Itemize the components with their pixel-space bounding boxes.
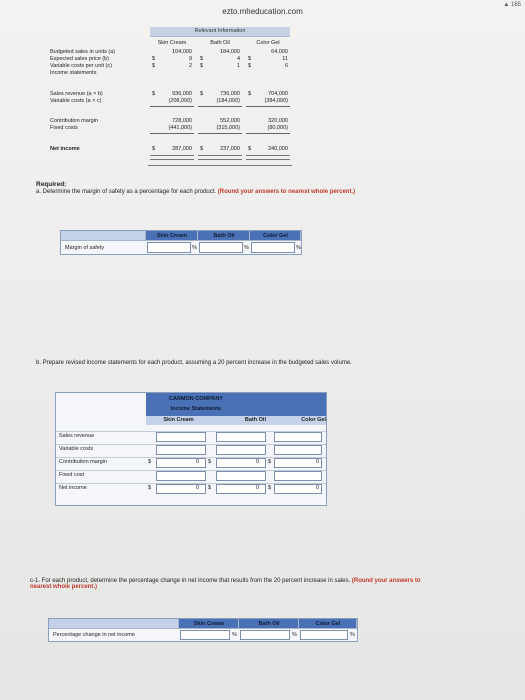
tableC-col-skin-cream: Skin Cream bbox=[193, 621, 225, 627]
income-row-label: Contribution margin bbox=[59, 459, 107, 465]
dollar-sign: $ bbox=[268, 459, 272, 465]
relevant-cell: 64,000 bbox=[271, 49, 288, 55]
underline bbox=[246, 106, 290, 107]
dollar-sign: $ bbox=[148, 459, 152, 465]
question-c1: c-1. For each product, determine the percentage change in net income that results from the 20 percent increase in sales. (Round your answers to nearest whole percent.) bbox=[30, 578, 421, 590]
dollar-sign: $ bbox=[152, 91, 156, 97]
income-input[interactable] bbox=[274, 458, 322, 468]
tableA-row-label: Margin of safety bbox=[65, 245, 105, 251]
computed-zero: 0 bbox=[256, 459, 260, 465]
relevant-row-label: Expected sales price (b) bbox=[50, 56, 109, 62]
income-row-label: Sales revenue bbox=[59, 433, 95, 439]
dollar-sign: $ bbox=[152, 63, 156, 69]
relevant-cell: 237,000 bbox=[220, 146, 240, 152]
question-a-hint: (Round your answers to nearest whole percent.) bbox=[217, 189, 356, 195]
relevant-cell: 9 bbox=[188, 56, 192, 62]
computed-zero: 0 bbox=[196, 459, 200, 465]
underline bbox=[150, 106, 194, 107]
relevant-cell: 552,000 bbox=[220, 118, 240, 124]
relevant-cell: 287,000 bbox=[172, 146, 192, 152]
relevant-row-label: Variable costs (a × c) bbox=[50, 98, 102, 104]
dollar-sign: $ bbox=[248, 146, 252, 152]
underline bbox=[150, 133, 194, 134]
relevant-cell: (441,000) bbox=[168, 125, 192, 131]
income-input[interactable] bbox=[274, 432, 322, 442]
pct-sign: % bbox=[296, 245, 301, 251]
dollar-sign: $ bbox=[200, 146, 204, 152]
pct-sign: % bbox=[232, 632, 237, 638]
relevant-cell: 184,000 bbox=[220, 49, 240, 55]
margin-safety-skin-cream-input[interactable] bbox=[147, 242, 191, 253]
underline bbox=[198, 155, 242, 160]
dollar-sign: $ bbox=[152, 56, 156, 62]
relevant-row-label: Income statements bbox=[50, 70, 97, 76]
pct-change-table bbox=[48, 618, 358, 642]
computed-zero: 0 bbox=[316, 459, 320, 465]
pct-change-bath-oil-input[interactable] bbox=[240, 630, 290, 640]
tableA-col-color-gel: Color Gel bbox=[263, 233, 288, 239]
relevant-cell: 4 bbox=[236, 56, 240, 62]
rel-col-bath-oil: Bath Oil bbox=[210, 40, 230, 46]
dollar-sign: $ bbox=[208, 459, 212, 465]
relevant-cell: 736,000 bbox=[220, 91, 240, 97]
dollar-sign: $ bbox=[248, 56, 252, 62]
dollar-sign: $ bbox=[248, 91, 252, 97]
required-heading: Required: bbox=[36, 181, 67, 188]
relevant-cell: 1 bbox=[236, 63, 240, 69]
underline bbox=[198, 106, 242, 107]
tableC-col-bath-oil: Bath Oil bbox=[258, 621, 280, 627]
rel-col-color-gel: Color Gel bbox=[256, 40, 280, 46]
income-input[interactable] bbox=[156, 432, 206, 442]
relevant-row-label: Contribution margin bbox=[50, 118, 98, 124]
dollar-sign: $ bbox=[248, 63, 252, 69]
browser-url: ezto.mheducation.com bbox=[222, 7, 303, 16]
company-name: CARMON COMPANY bbox=[169, 396, 223, 402]
income-row-label: Fixed cost bbox=[59, 472, 85, 478]
relevant-cell: 2 bbox=[188, 63, 192, 69]
income-input[interactable] bbox=[274, 445, 322, 455]
relevant-row-label: Sales revenue (a × b) bbox=[50, 91, 103, 97]
dollar-sign: $ bbox=[208, 485, 212, 491]
pct-sign: % bbox=[292, 632, 297, 638]
pct-sign: % bbox=[350, 632, 355, 638]
question-a: a. Determine the margin of safety as a percentage for each product. (Round your answers to nearest whole percent.) bbox=[36, 189, 356, 195]
tableB-col-skin-cream: Skin Cream bbox=[163, 417, 194, 423]
relevant-row-label: Net income bbox=[50, 146, 80, 152]
pct-change-skin-cream-input[interactable] bbox=[180, 630, 230, 640]
dollar-sign: $ bbox=[200, 63, 204, 69]
underline bbox=[246, 133, 290, 134]
underline bbox=[246, 155, 290, 160]
relevant-cell: 320,000 bbox=[268, 118, 288, 124]
computed-zero: 0 bbox=[196, 485, 200, 491]
computed-zero: 0 bbox=[256, 485, 260, 491]
relevant-row-label: Budgeted sales in units (a) bbox=[50, 49, 116, 55]
relevant-cell: 704,000 bbox=[268, 91, 288, 97]
relevant-cell: (384,000) bbox=[264, 98, 288, 104]
income-input[interactable] bbox=[274, 484, 322, 494]
margin-safety-color-gel-input[interactable] bbox=[251, 242, 295, 253]
margin-of-safety-table bbox=[60, 230, 302, 255]
underline bbox=[150, 155, 194, 160]
income-row-label: Variable costs bbox=[59, 446, 94, 452]
income-statements-table bbox=[55, 392, 327, 506]
relevant-row-label: Fixed costs bbox=[50, 125, 78, 131]
relevant-cell: 11 bbox=[282, 56, 288, 62]
relevant-cell: 6 bbox=[284, 63, 288, 69]
income-input[interactable] bbox=[274, 471, 322, 481]
tableA-col-skin-cream: Skin Cream bbox=[156, 233, 188, 239]
dollar-sign: $ bbox=[268, 485, 272, 491]
margin-safety-bath-oil-input[interactable] bbox=[199, 242, 243, 253]
relevant-cell: (208,000) bbox=[168, 98, 192, 104]
underline bbox=[198, 133, 242, 134]
question-c1-hint: (Round your answers to nearest whole percent.) bbox=[30, 578, 421, 590]
income-input[interactable] bbox=[156, 471, 206, 481]
relevant-cell: 240,000 bbox=[268, 146, 288, 152]
income-input[interactable] bbox=[156, 445, 206, 455]
computed-zero: 0 bbox=[316, 485, 320, 491]
tableB-col-bath-oil: Bath Oil bbox=[244, 417, 266, 423]
pct-change-color-gel-input[interactable] bbox=[300, 630, 348, 640]
question-b: b. Prepare revised income statements for each product, assuming a 20 percent increase in the budgeted sales volume. bbox=[36, 360, 352, 366]
income-input[interactable] bbox=[216, 432, 266, 442]
tableC-col-color-gel: Color Gel bbox=[315, 621, 341, 627]
relevant-cell: (184,000) bbox=[216, 98, 240, 104]
pct-sign: % bbox=[192, 245, 197, 251]
relevant-info-header: Relevant Information bbox=[150, 27, 290, 37]
pct-sign: % bbox=[244, 245, 249, 251]
income-input[interactable] bbox=[216, 471, 266, 481]
relevant-cell: (315,000) bbox=[216, 125, 240, 131]
relevant-row-label: Variable costs per unit (c) bbox=[50, 63, 112, 69]
dollar-sign: $ bbox=[200, 56, 204, 62]
tableB-col-color-gel: Color Gel bbox=[301, 417, 326, 423]
status-indicator: ▲ 185 bbox=[503, 2, 521, 8]
relevant-cell: 104,000 bbox=[172, 49, 192, 55]
dollar-sign: $ bbox=[200, 91, 204, 97]
rel-col-skin-cream: Skin Cream bbox=[157, 40, 187, 46]
relevant-cell: 728,000 bbox=[172, 118, 192, 124]
dollar-sign: $ bbox=[148, 485, 152, 491]
relevant-cell: 936,000 bbox=[172, 91, 192, 97]
divider bbox=[148, 165, 292, 166]
income-input[interactable] bbox=[216, 445, 266, 455]
relevant-cell: (80,000) bbox=[267, 125, 288, 131]
tableA-col-bath-oil: Bath Oil bbox=[213, 233, 235, 239]
statement-subtitle: Income Statements bbox=[170, 406, 222, 412]
tableC-row-label: Percentage change in net income bbox=[53, 632, 135, 638]
income-row-label: Net income bbox=[59, 485, 87, 491]
dollar-sign: $ bbox=[152, 146, 156, 152]
